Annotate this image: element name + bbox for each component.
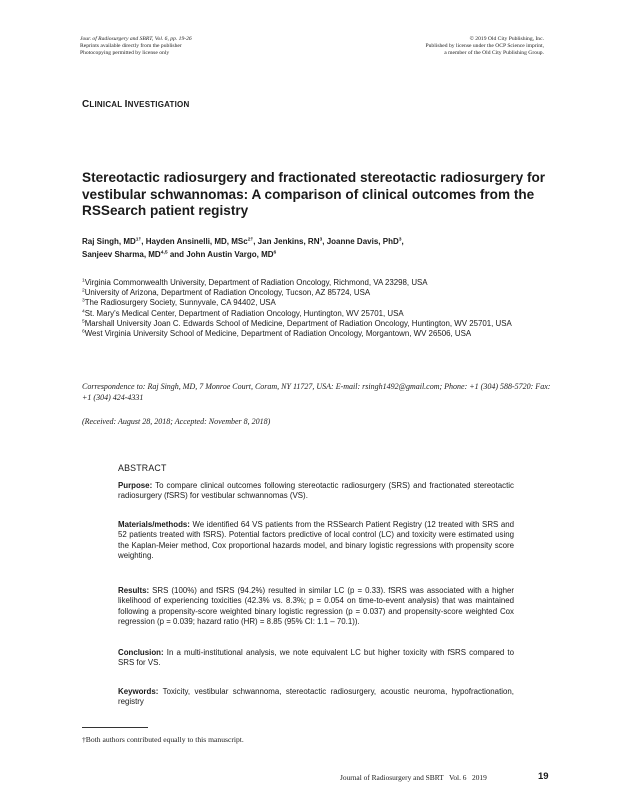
footnote: †Both authors contributed equally to this manuscript. — [82, 735, 244, 744]
methods-label: Materials/methods: — [118, 520, 190, 529]
abstract-methods: Materials/methods: We identified 64 VS patients from the RSSearch Patient Registry (12 treated with SRS and 52 patients treated with fSRS). Potential factors predictive of local control (LC) and toxicity were estimated using the Kaplan-Meier method, Cox proportional hazards model, and binary logistic regressions with propensity score weighting. — [118, 520, 514, 560]
author: Jan Jenkins, $RN^3$, — [257, 237, 327, 246]
license-line: Published by license under the OCP Science imprint, — [425, 43, 544, 50]
author: Hayden Ansinelli, MD, MSc$^{2\dagger}$, — [145, 237, 258, 246]
results-label: Results: — [118, 586, 150, 595]
reprints-note: Reprints available directly from the publisher — [80, 43, 182, 50]
purpose-label: Purpose: — [118, 481, 153, 490]
abstract-results: Results: SRS (100%) and fSRS (94.2%) resulted in similar LC (p = 0.33). fSRS was associated with a higher likelihood of experiencing toxicities (42.3% vs. 8.3%; p = 0.054 on time-to-event analysis) that was maintained following a propensity-score weighted binary logistic regression (p = 0.037) and propensity-score weighted Cox regression (p = 0.039; hazard ratio (HR) = 8.85 (95% CI: 1.1 – 70.1)). — [118, 586, 514, 626]
author: Joanne Davis, PhD$^3$, — [326, 237, 404, 246]
affiliation: $^2$University of Arizona, Department of Radiation Oncology, Tucson, AZ 85724, USA — [82, 288, 371, 298]
section-label: CLINICAL INVESTIGATION — [82, 99, 190, 110]
journal-citation: Jour. of Radiosurgery and SBRT, Vol. 6, pp. 19-26 — [80, 36, 192, 42]
affiliation: $^6$West Virginia University School of Medicine, Department of Radiation Oncology, Morgantown, WV 26506, USA — [82, 329, 472, 339]
journal-header-left — [80, 36, 192, 58]
article-title: Stereotactic radiosurgery and fractionated stereotactic radiosurgery for vestibular schwannomas: A comparison of clinical outcomes from the RSSearch patient registry — [82, 170, 546, 218]
author: John Austin Vargo, $MD^6$ — [186, 249, 277, 259]
affiliation: $^1$Virginia Commonwealth University, Department of Radiation Oncology, Richmond, VA 23298, USA — [82, 278, 428, 287]
keywords-label: Keywords: — [118, 687, 159, 696]
abstract-keywords: Keywords: Toxicity, vestibular schwannoma, stereotactic radiosurgery, acoustic neuroma, hypofractionation, registry — [118, 687, 514, 707]
abstract-conclusion: Conclusion: In a multi-institutional analysis, we note equivalent LC but higher toxicity with fSRS compared to SRS for VS. — [118, 648, 514, 668]
publisher-group-line: a member of the Old City Publishing Group. — [444, 50, 544, 57]
page-number: 19 — [538, 771, 549, 782]
affiliation: $^5$Marshall University Joan C. Edwards School of Medicine, Department of Radiation Oncology, Huntington, WV 25701, USA — [82, 318, 512, 328]
photocopy-note: Photocopying permitted by license only — [80, 50, 170, 57]
affiliation: $^4$St. Mary's Medical Center, Department of Radiation Oncology, Huntington, WV 25701, USA — [82, 308, 404, 318]
conclusion-label: Conclusion: — [118, 648, 164, 657]
running-footer: Journal of Radiosurgery and SBRT Vol. 6 2019 — [340, 773, 487, 782]
correspondence: Correspondence to: Raj Singh, MD, 7 Monroe Court, Coram, NY 11727, USA: E-mail: rsingh1492@gmail.com; Phone: +1 (304) 588-5720: Fax: +1 (304) 424-4331 — [82, 382, 551, 402]
author: Raj Singh, $MD^{1\dagger}$, — [82, 237, 146, 246]
copyright-line: © 2019 Old City Publishing, Inc. — [469, 36, 544, 42]
journal-header-right — [426, 36, 545, 58]
author: Sanjeev Sharma, MD$^{4,5}$ and — [82, 249, 187, 259]
abstract-purpose: Purpose: To compare clinical outcomes following stereotactic radiosurgery (SRS) and fractionated stereotactic radiosurgery (fSRS) for vestibular schwannomas (VS). — [118, 481, 514, 501]
affiliation: $^3$The Radiosurgery Society, Sunnyvale, CA 94402, USA — [82, 298, 276, 308]
author-list — [82, 236, 552, 261]
received-dates: (Received: August 28, 2018; Accepted: November 8, 2018) — [82, 417, 271, 426]
affiliation-list — [82, 278, 552, 339]
abstract-heading: ABSTRACT — [118, 463, 167, 473]
footnote-divider — [82, 727, 148, 728]
